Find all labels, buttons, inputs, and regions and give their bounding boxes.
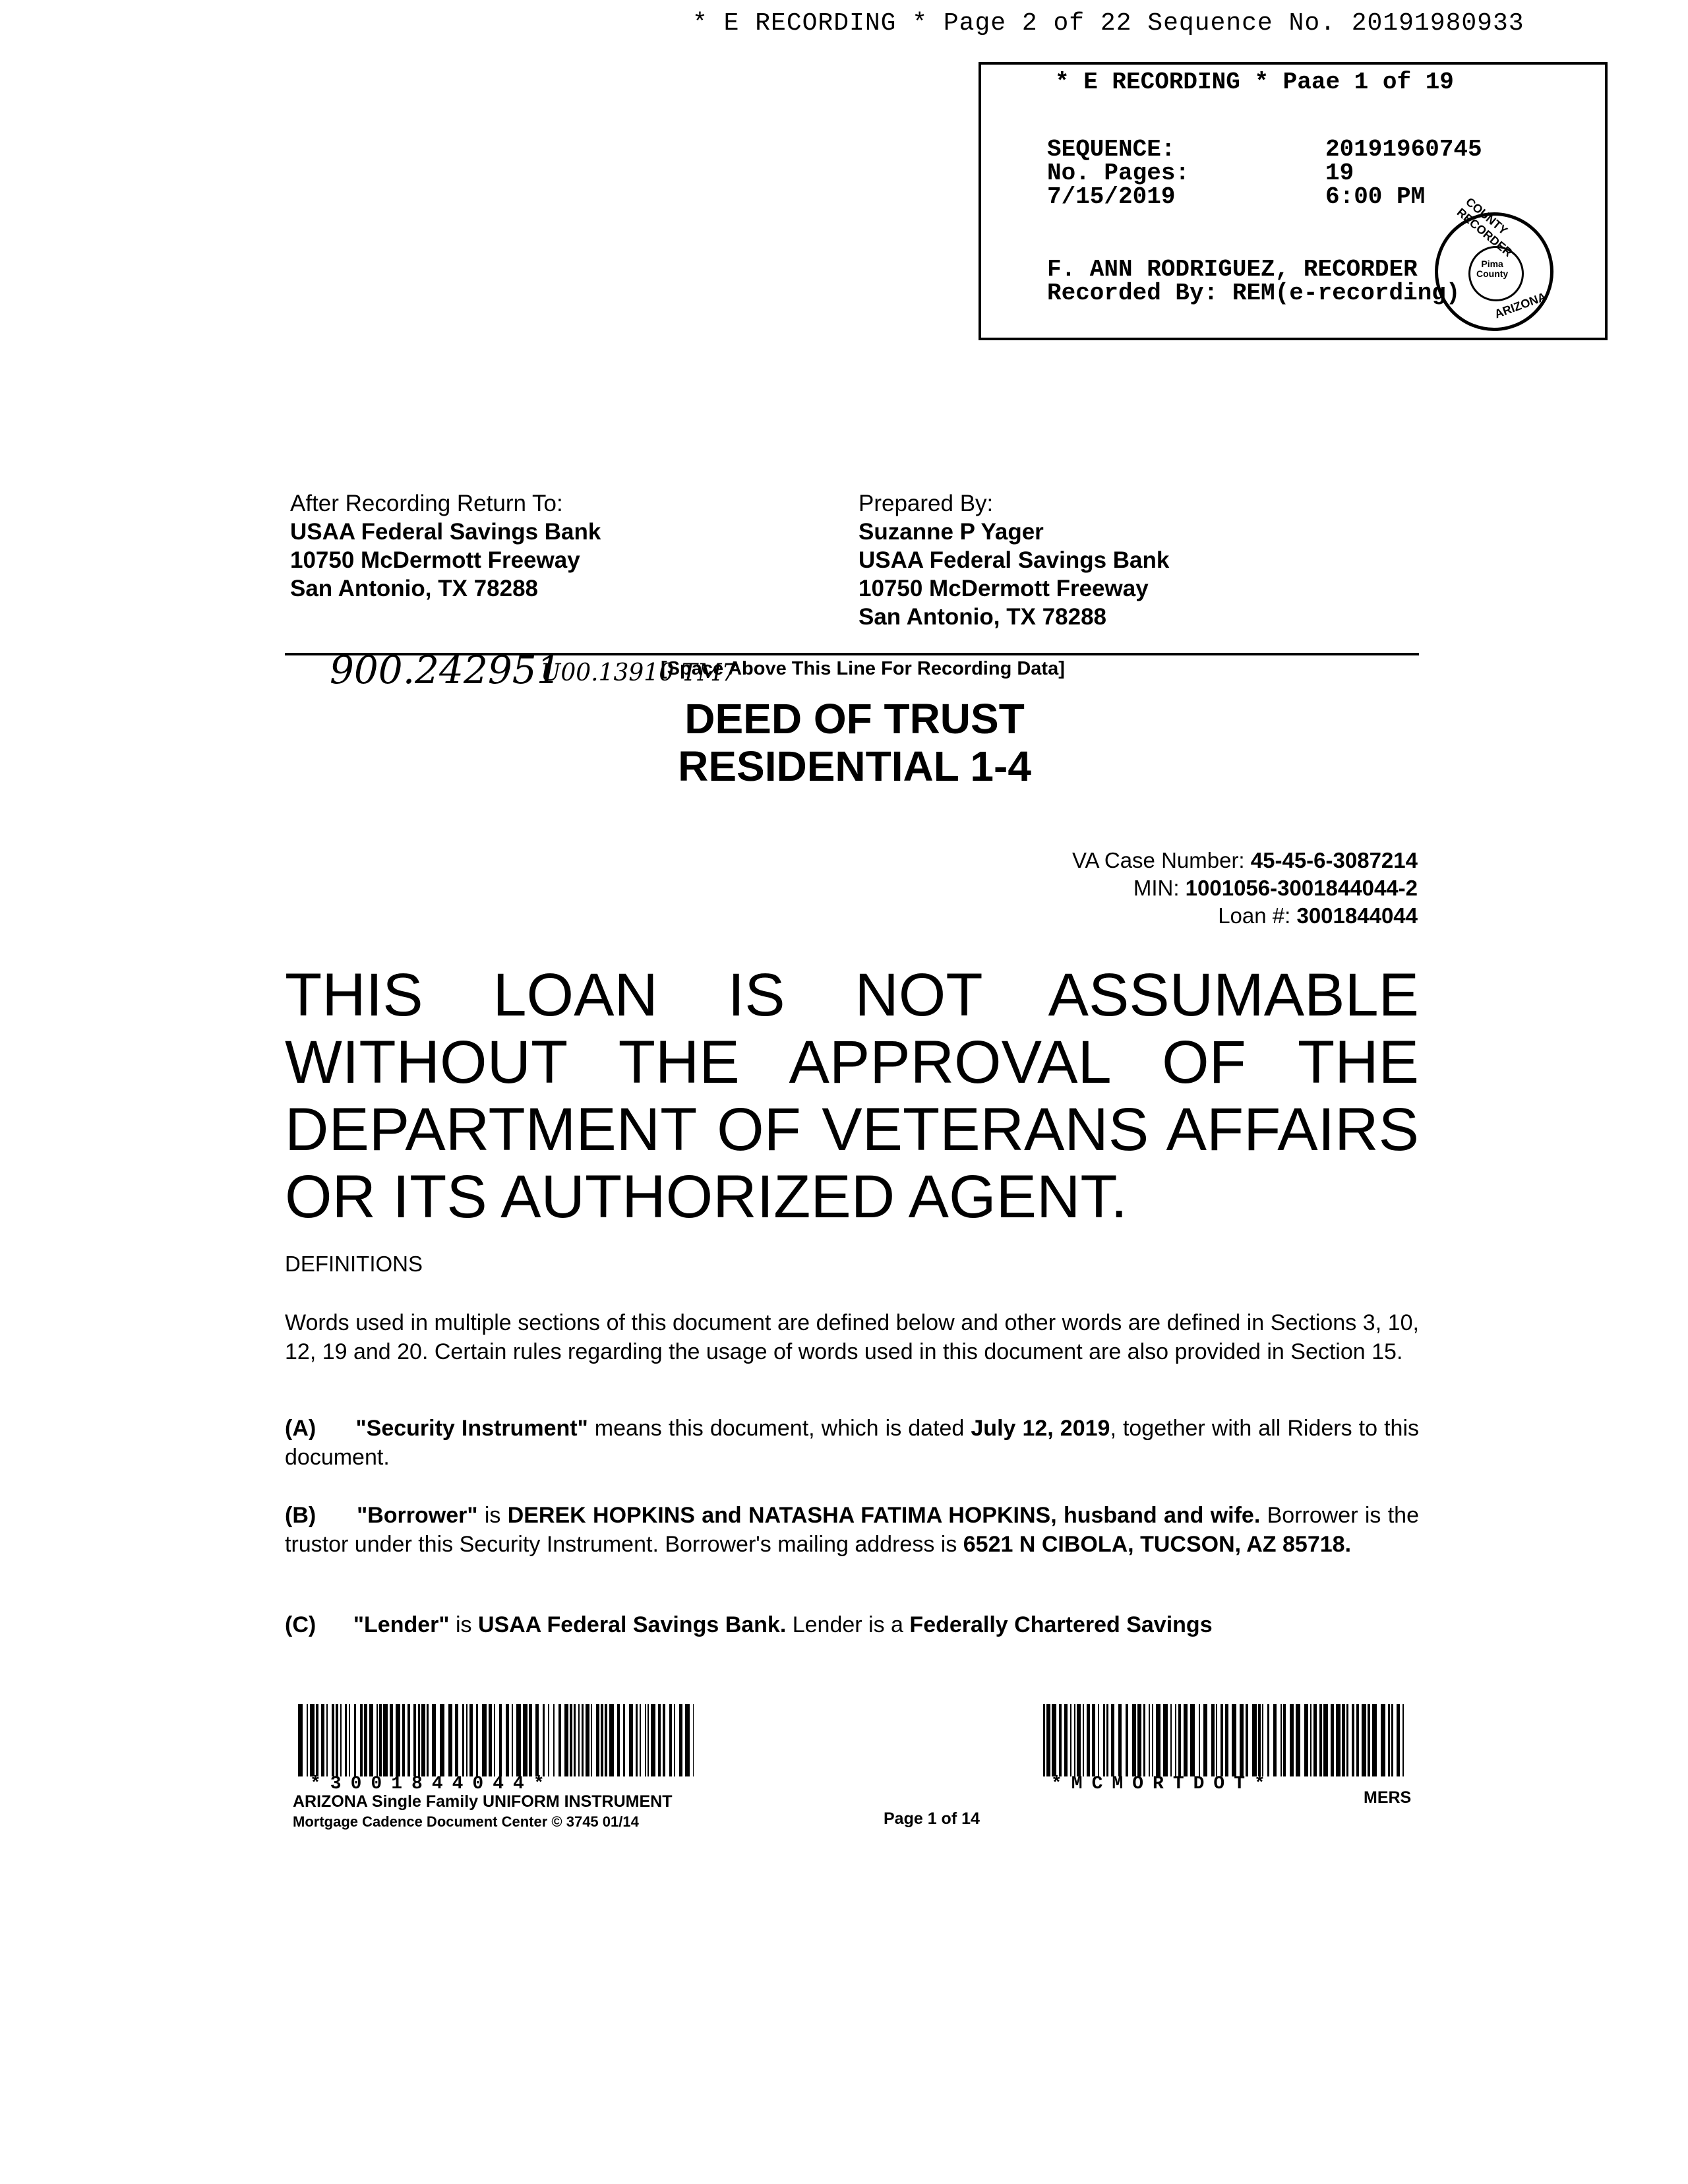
definitions-intro: Words used in multiple sections of this document are defined below and other words are defined in Sections 3, 10, 12, 19 and 20. Certain rules regarding the usage of words used in this document are also provided in Section 15. — [285, 1310, 1419, 1364]
mers-label: MERS — [1364, 1788, 1412, 1807]
return-to-label: After Recording Return To: — [290, 491, 563, 516]
recorded-by: Recorded By: REM(e-recording) — [1047, 280, 1461, 307]
return-to-line: USAA Federal Savings Bank — [290, 519, 601, 545]
definitions-heading: DEFINITIONS — [285, 1252, 423, 1276]
form-barcode — [1043, 1704, 1406, 1776]
pages-label: No. Pages: — [1047, 160, 1190, 187]
loan-barcode-text: *3001844044* — [310, 1774, 554, 1794]
space-above-line-note: [Space Above This Line For Recording Data] — [661, 658, 1065, 679]
form-title: ARIZONA Single Family UNIFORM INSTRUMENT — [293, 1792, 673, 1811]
definition-a: (A) "Security Instrument" means this document, which is dated July 12, 2019, together with all Riders to this document. — [285, 1416, 1419, 1470]
sequence-label: SEQUENCE: — [1047, 136, 1176, 163]
return-to-block — [290, 489, 601, 603]
prepared-by-line: Suzanne P Yager — [859, 519, 1044, 545]
prepared-by-line: USAA Federal Savings Bank — [859, 547, 1170, 573]
page-number: Page 1 of 14 — [884, 1809, 980, 1828]
prepared-by-block — [859, 489, 1169, 631]
warning-line-last: OR ITS AUTHORIZED AGENT. — [285, 1163, 1128, 1230]
seal-bottom-text: ARIZONA — [1492, 289, 1548, 321]
return-to-line: San Antonio, TX 78288 — [290, 576, 539, 601]
warning-line: WITHOUT THE APPROVAL OF THE — [285, 1029, 1419, 1096]
pages-value: 19 — [1325, 160, 1354, 187]
recording-box-title: * E RECORDING * Paae 1 of 19 — [1055, 69, 1454, 96]
seal-center-text: Pima County — [1476, 258, 1509, 279]
handwritten-note: 900.242951 — [330, 648, 561, 692]
loan-barcode — [298, 1704, 694, 1776]
county-seal-stamp — [1435, 195, 1553, 331]
return-to-line: 10750 McDermott Freeway — [290, 547, 580, 573]
title-line-2: RESIDENTIAL 1-4 — [678, 743, 1031, 790]
document-title — [670, 695, 1039, 790]
loan-number: Loan #: 3001844044 — [1218, 903, 1418, 928]
va-case-number: VA Case Number: 45-45-6-3087214 — [1071, 848, 1418, 872]
definition-b: (B) "Borrower" is DEREK HOPKINS and NATASHA FATIMA HOPKINS, husband and wife. Borrower is the trustor under this Security Instrument. Borrower's mailing address is 6521 N CIBOLA, TUCSON, AZ 85718. — [285, 1503, 1419, 1557]
min-number: MIN: 1001056-3001844044-2 — [1133, 876, 1418, 900]
recording-time: 6:00 PM — [1325, 183, 1426, 210]
definition-c: (C) "Lender" is USAA Federal Savings Bank. Lender is a Federally Chartered Savings — [285, 1612, 1213, 1637]
warning-line: THIS LOAN IS NOT ASSUMABLE — [285, 961, 1419, 1029]
sequence-value: 20191960745 — [1325, 136, 1482, 163]
prepared-by-label: Prepared By: — [859, 491, 994, 516]
form-source: Mortgage Cadence Document Center © 3745 01/14 — [293, 1813, 639, 1830]
form-barcode-text: *MCMORTDOT* — [1051, 1774, 1275, 1794]
recording-date: 7/15/2019 — [1047, 183, 1176, 210]
prepared-by-line: San Antonio, TX 78288 — [859, 604, 1107, 630]
warning-line: DEPARTMENT OF VETERANS AFFAIRS — [285, 1096, 1419, 1163]
handwritten-note-2: U00.13910 TM7 — [541, 659, 737, 686]
recording-header: * E RECORDING * Page 2 of 22 Sequence No. 20191980933 — [692, 9, 1524, 38]
prepared-by-line: 10750 McDermott Freeway — [859, 576, 1149, 601]
recorder-name: F. ANN RODRIGUEZ, RECORDER — [1047, 256, 1418, 283]
title-line-1: DEED OF TRUST — [684, 695, 1025, 743]
assumability-warning — [285, 961, 1419, 1230]
seal-top-text: COUNTY RECORDER — [1454, 195, 1515, 260]
